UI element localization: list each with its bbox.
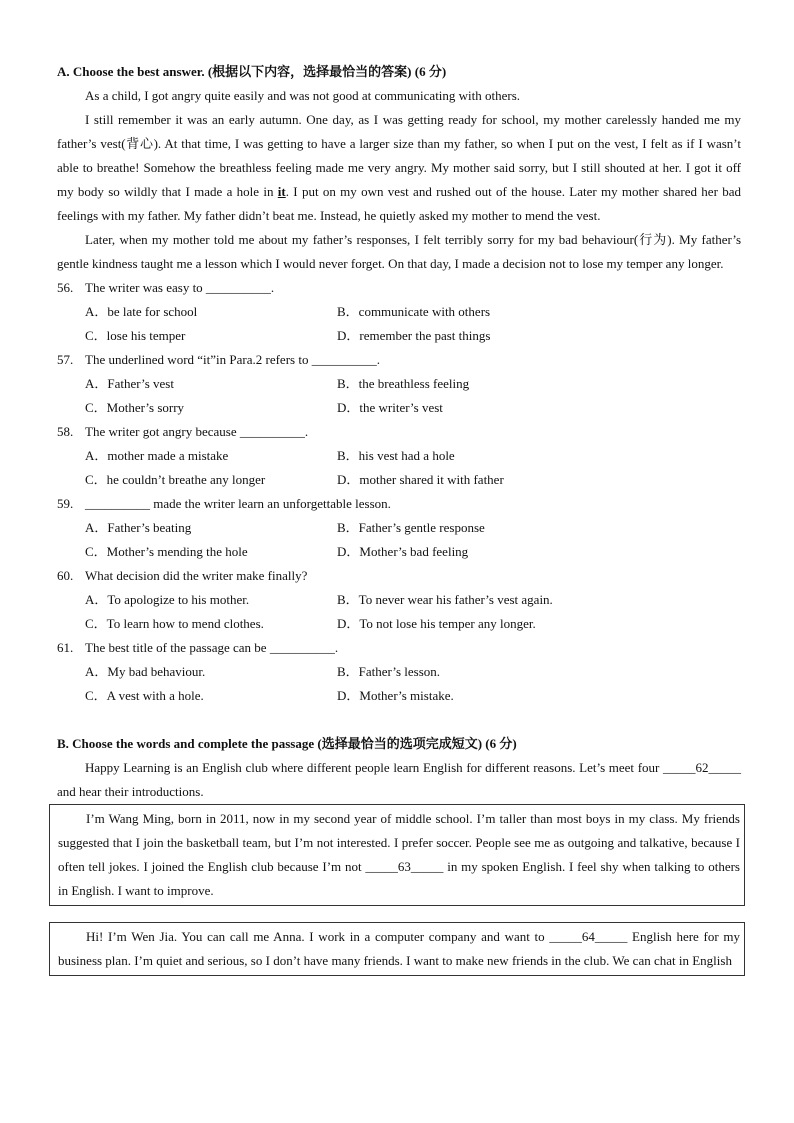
question-number: 60. (57, 568, 74, 583)
option-b: B．To never wear his father’s vest again. (337, 592, 553, 607)
option-row (57, 660, 741, 684)
option-c: C．he couldn’t breathe any longer (85, 472, 266, 487)
option-d: D．Mother’s mistake. (337, 688, 454, 703)
question-text: What decision did the writer make finally? (85, 568, 308, 583)
option-b: B．Father’s gentle response (337, 520, 485, 535)
question-stem (57, 276, 741, 300)
option-d: D．To not lose his temper any longer. (337, 616, 536, 631)
question-text: The writer got angry because __________. (85, 424, 309, 439)
option-row (57, 444, 741, 468)
option-c: C．Mother’s sorry (85, 400, 185, 415)
option-row (57, 396, 741, 420)
option-b: B．the breathless feeling (337, 376, 470, 391)
option-a: A．Father’s beating (85, 520, 192, 535)
option-b: B．Father’s lesson. (337, 664, 441, 679)
section-b-intro: Happy Learning is an English club where different people learn English for different reasons. Let’s meet four _____62_____ and hear their introductions. (57, 760, 741, 799)
paragraph-2-text-after: . I put on my own vest and rushed out of the house. Later my mother shared her bad feelings with my father. My father didn’t beat me. Instead, he quietly asked my mother to mend the vest. (57, 184, 741, 223)
question-stem (57, 492, 741, 516)
option-row (57, 540, 741, 564)
option-row (57, 372, 741, 396)
option-d: D．remember the past things (337, 328, 491, 343)
question-text: The writer was easy to __________. (85, 280, 275, 295)
option-c: C．To learn how to mend clothes. (85, 616, 264, 631)
question-text: The best title of the passage can be __________. (85, 640, 339, 655)
question-number: 57. (57, 352, 74, 367)
question-stem (57, 348, 741, 372)
option-d: D．mother shared it with father (337, 472, 504, 487)
question-text: __________ made the writer learn an unforgettable lesson. (85, 496, 391, 511)
introduction-box-wen-jia (49, 922, 745, 976)
option-row (57, 516, 741, 540)
introduction-text-wang-ming: I’m Wang Ming, born in 2011, now in my second year of middle school. I’m taller than most boys in my class. My friends suggested that I join the basketball team, but I’m not interested. I prefer soccer. People see me as outgoing and talkative, because I often tell jokes. I joined the English club because I’m not _____63_____ in my spoken English. I feel shy when talking to others in English. I want to improve. (58, 811, 740, 898)
question-number: 56. (57, 280, 74, 295)
option-d: D．Mother’s bad feeling (337, 544, 469, 559)
option-c: C．lose his temper (85, 328, 186, 343)
question-number: 58. (57, 424, 74, 439)
question-stem (57, 636, 741, 660)
option-row (57, 684, 741, 708)
option-d: D．the writer’s vest (337, 400, 443, 415)
question-number: 59. (57, 496, 74, 511)
passage-paragraph-2 (57, 108, 741, 228)
question-stem (57, 564, 741, 588)
option-a: A．Father’s vest (85, 376, 174, 391)
introduction-text-wen-jia: Hi! I’m Wen Jia. You can call me Anna. I work in a computer company and want to _____64_____ English here for my business plan. I’m quiet and serious, so I don’t have many friends. I want to make new friends in the club. We can chat in English (58, 929, 740, 968)
option-row (57, 588, 741, 612)
passage-paragraph-1: As a child, I got angry quite easily and was not good at communicating with others. (85, 88, 521, 103)
option-c: C．A vest with a hole. (85, 688, 204, 703)
option-row (57, 300, 741, 324)
question-stem (57, 420, 741, 444)
question-text: The underlined word “it”in Para.2 refers to __________. (85, 352, 380, 367)
option-a: A．be late for school (85, 304, 198, 319)
option-b: B．his vest had a hole (337, 448, 455, 463)
option-c: C．Mother’s mending the hole (85, 544, 248, 559)
paragraph-2-text-before: I still remember it was an early autumn. One day, as I was getting ready for school, my mother carelessly handed me my father’s vest(背心). At that time, I was getting to have a larger size than my father, so when I put on the vest, I felt as if I wasn’t able to breathe! Somehow the breathless feeling made me very angry. My mother said sorry, but I still shouted at her. I got it off my body so wildly that I made a hole in (57, 112, 741, 199)
underlined-word-it: it (277, 184, 286, 199)
section-a-heading: A. Choose the best answer. (根据以下内容，选择最恰当的答案) (6 分) (57, 64, 447, 79)
option-row (57, 612, 741, 636)
option-a: A．mother made a mistake (85, 448, 229, 463)
question-list (57, 276, 741, 708)
option-row (57, 468, 741, 492)
exam-page (57, 60, 741, 976)
passage-paragraph-3: Later, when my mother told me about my father’s responses, I felt terribly sorry for my bad behaviour(行为). My father’s gentle kindness taught me a lesson which I would never forget. On that day, I made a decision not to lose my temper any longer. (57, 232, 741, 271)
option-row (57, 324, 741, 348)
option-a: A．To apologize to his mother. (85, 592, 250, 607)
introduction-box-wang-ming (49, 804, 745, 906)
box-gap (57, 906, 741, 922)
option-b: B．communicate with others (337, 304, 491, 319)
section-b-heading: B. Choose the words and complete the passage (选择最恰当的选项完成短文) (6 分) (57, 736, 517, 751)
option-a: A．My bad behaviour. (85, 664, 206, 679)
question-number: 61. (57, 640, 74, 655)
section-spacer (57, 708, 741, 732)
